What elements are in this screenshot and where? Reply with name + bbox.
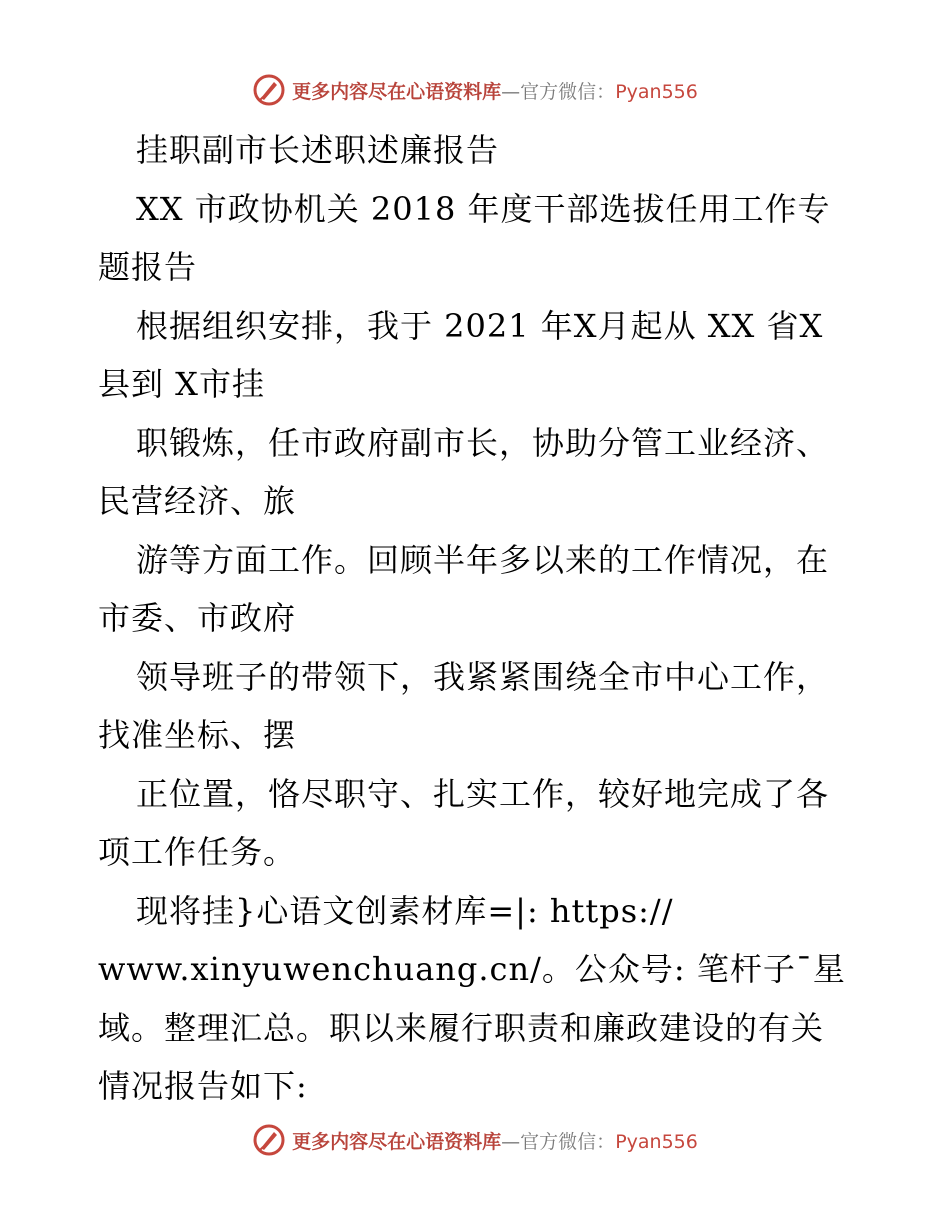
- banner-wechat-id: Pyan556: [615, 80, 698, 103]
- text-line: 情况报告如下:: [98, 1067, 308, 1105]
- banner-main-text: 更多内容尽在心语资料库: [292, 80, 502, 103]
- text-line: 县到 X市挂: [98, 365, 265, 403]
- text-line: 市委、市政府: [98, 599, 297, 637]
- text-line: 域。整理汇总。职以来履行职责和廉政建设的有关: [98, 1008, 825, 1047]
- text-line: 项工作任务。: [98, 833, 297, 871]
- quill-logo-icon: [252, 1123, 286, 1157]
- banner-text: [292, 77, 698, 104]
- banner-main-text: 更多内容尽在心语资料库: [292, 1130, 502, 1153]
- text-line: www.xinyuwenchuang.cn/。公众号: 笔杆子¯星: [98, 950, 846, 988]
- text-line: 题报告: [98, 248, 198, 286]
- footer-banner: [0, 1120, 950, 1160]
- header-banner: [0, 70, 950, 110]
- banner-dash: —: [501, 1130, 521, 1153]
- text-line: 正位置，恪尽职守、扎实工作，较好地完成了各: [136, 774, 830, 813]
- text-line: 找准坐标、摆: [98, 716, 297, 754]
- text-line: XX 市政协机关 2018 年度干部选拔任用工作专: [136, 189, 831, 228]
- banner-dash: —: [501, 80, 521, 103]
- text-line: 游等方面工作。回顾半年多以来的工作情况，在: [136, 540, 830, 579]
- text-line: 根据组织安排，我于 2021 年X月起从 XX 省X: [136, 306, 824, 345]
- document-title: 挂职副市长述职述廉报告: [136, 131, 500, 169]
- text-line: 现将挂}心语文创素材库=|: https://: [136, 891, 674, 930]
- text-line: 民营经济、旅: [98, 482, 297, 520]
- banner-official-label: 官方微信：: [520, 1130, 616, 1153]
- banner-official-label: 官方微信：: [520, 80, 616, 103]
- document-body: [98, 121, 858, 1116]
- quill-logo-icon: [252, 73, 286, 107]
- text-line: 领导班子的带领下，我紧紧围绕全市中心工作，: [136, 657, 830, 696]
- banner-text: [292, 1127, 698, 1154]
- banner-wechat-id: Pyan556: [615, 1130, 698, 1153]
- text-line: 职锻炼，任市政府副市长，协助分管工业经济、: [136, 423, 830, 462]
